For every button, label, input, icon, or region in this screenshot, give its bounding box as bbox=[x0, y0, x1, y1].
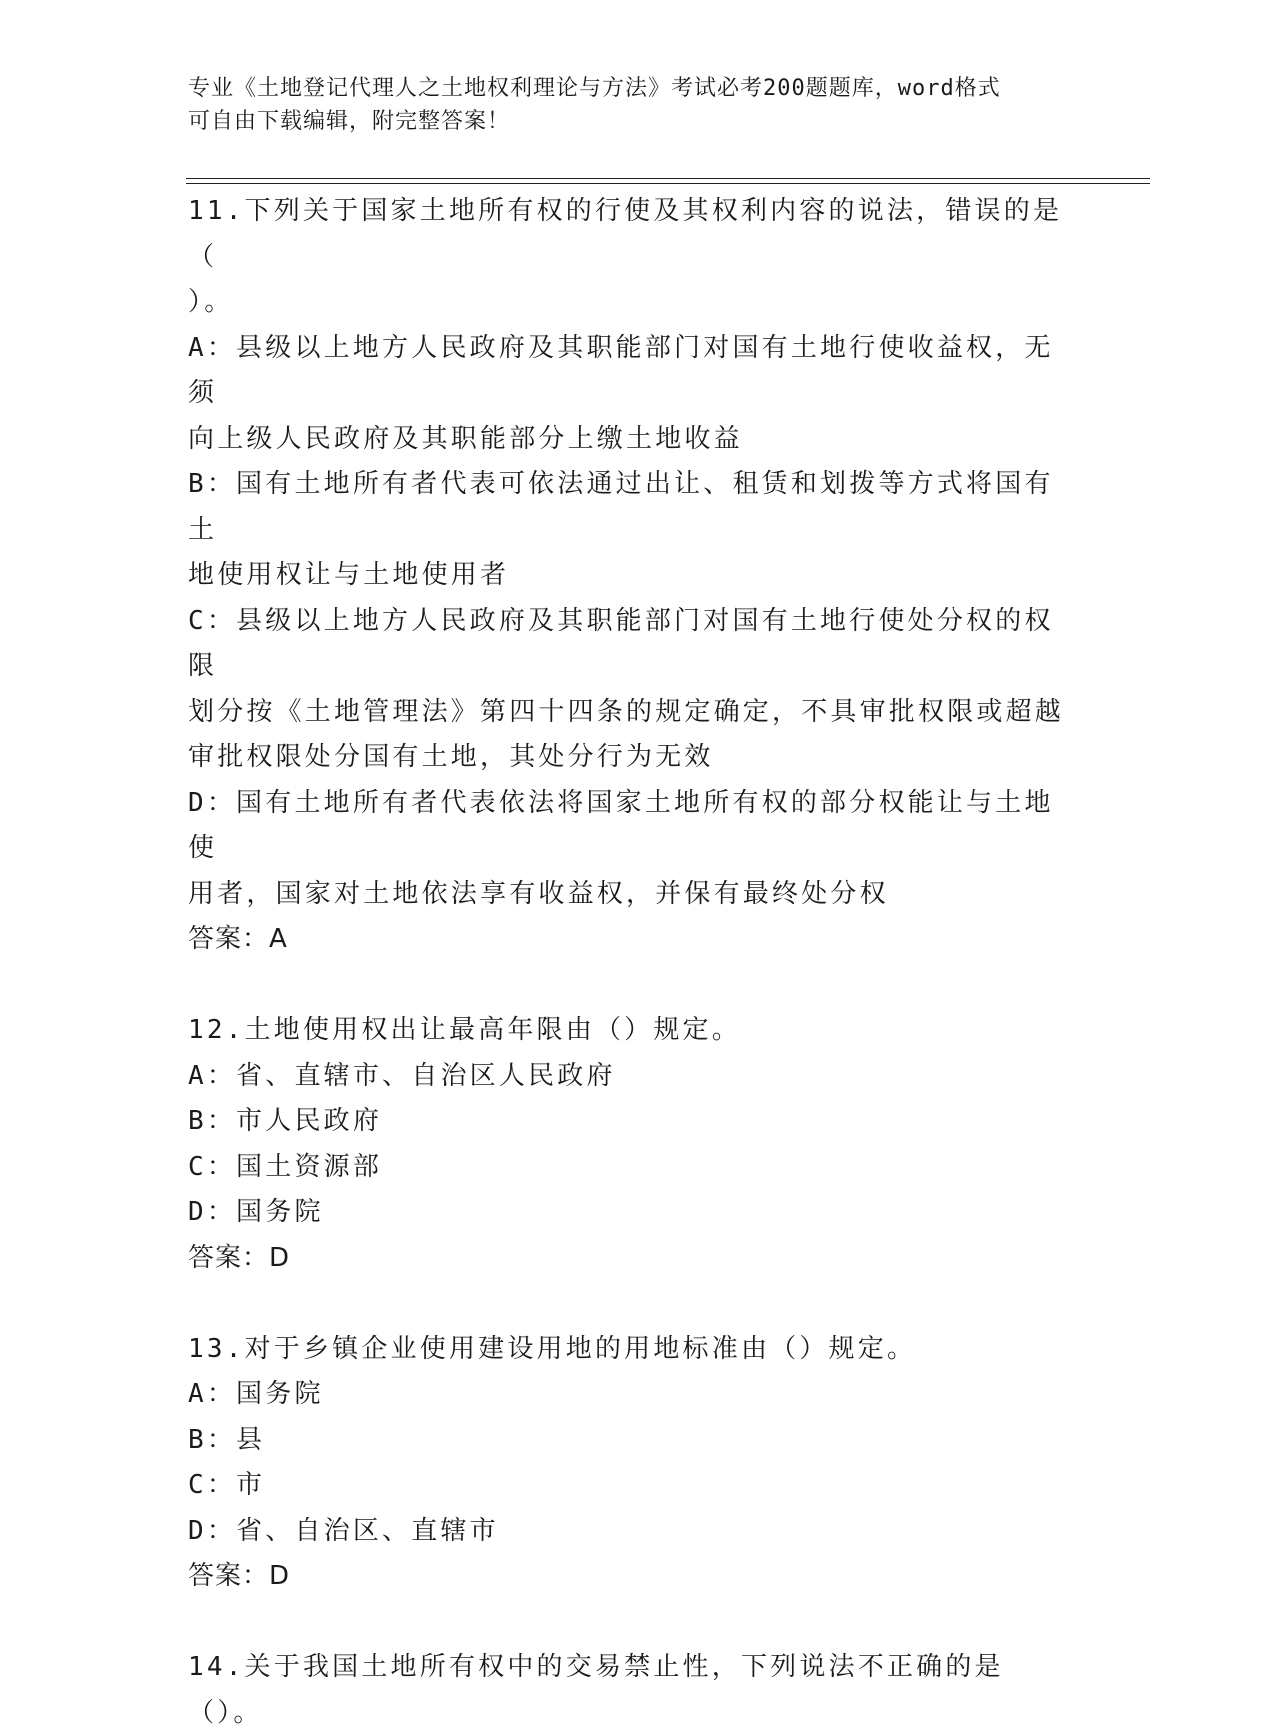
option-b-line: B：国有土地所有者代表可依法通过出让、租赁和划拨等方式将国有土 bbox=[188, 469, 1054, 545]
option-c: C：市 bbox=[188, 1470, 266, 1500]
question-stem: 14.关于我国土地所有权中的交易禁止性，下列说法不正确的是（）。 bbox=[188, 1652, 1004, 1728]
option-b: B：县 bbox=[188, 1424, 266, 1455]
option-a: A：国务院 bbox=[188, 1379, 324, 1409]
option-d-line: 用者，国家对土地依法享有收益权，并保有最终处分权 bbox=[188, 878, 889, 909]
option-a: A：省、直辖市、自治区人民政府 bbox=[188, 1060, 616, 1091]
question-stem: 12.土地使用权出让最高年限由（）规定。 bbox=[188, 1015, 741, 1045]
option-a-line: 向上级人民政府及其职能部分上缴土地收益 bbox=[188, 423, 743, 454]
option-d: D：国务院 bbox=[188, 1197, 324, 1227]
option-b-line: 地使用权让与土地使用者 bbox=[188, 560, 510, 590]
header-divider-bottom bbox=[186, 183, 1150, 184]
document-header bbox=[188, 72, 1068, 138]
question-12 bbox=[188, 1008, 1068, 1281]
answer-label: 答案：D bbox=[188, 1561, 291, 1591]
header-line-1: 专业《土地登记代理人之土地权利理论与方法》考试必考200题题库，word格式 bbox=[188, 76, 1001, 101]
option-c-line: C：县级以上地方人民政府及其职能部门对国有土地行使处分权的权限 bbox=[188, 605, 1054, 681]
option-c-line: 划分按《土地管理法》第四十四条的规定确定，不具审批权限或超越 bbox=[188, 696, 1065, 727]
question-11 bbox=[188, 189, 1068, 963]
question-14 bbox=[188, 1645, 1068, 1736]
question-stem-line: ）。 bbox=[188, 287, 234, 317]
answer-label: 答案：A bbox=[188, 924, 288, 954]
option-d: D：省、自治区、直辖市 bbox=[188, 1515, 499, 1546]
option-a-line: A：县级以上地方人民政府及其职能部门对国有土地行使收益权，无须 bbox=[188, 332, 1054, 408]
question-stem-line: 11.下列关于国家土地所有权的行使及其权利内容的说法，错误的是（ bbox=[188, 196, 1063, 272]
spacer bbox=[188, 963, 1068, 1009]
question-13 bbox=[188, 1327, 1068, 1600]
header-divider-top bbox=[186, 178, 1150, 179]
spacer bbox=[188, 1281, 1068, 1327]
option-c: C：国土资源部 bbox=[188, 1151, 383, 1182]
spacer bbox=[188, 1600, 1068, 1646]
answer-label: 答案：D bbox=[188, 1242, 291, 1273]
question-list bbox=[188, 189, 1068, 1736]
option-c-line: 审批权限处分国有土地，其处分行为无效 bbox=[188, 742, 714, 772]
option-b: B：市人民政府 bbox=[188, 1106, 383, 1136]
question-stem: 13.对于乡镇企业使用建设用地的用地标准由（）规定。 bbox=[188, 1333, 917, 1364]
header-line-2: 可自由下载编辑，附完整答案！ bbox=[188, 109, 511, 134]
option-d-line: D：国有土地所有者代表依法将国家土地所有权的部分权能让与土地使 bbox=[188, 787, 1054, 863]
